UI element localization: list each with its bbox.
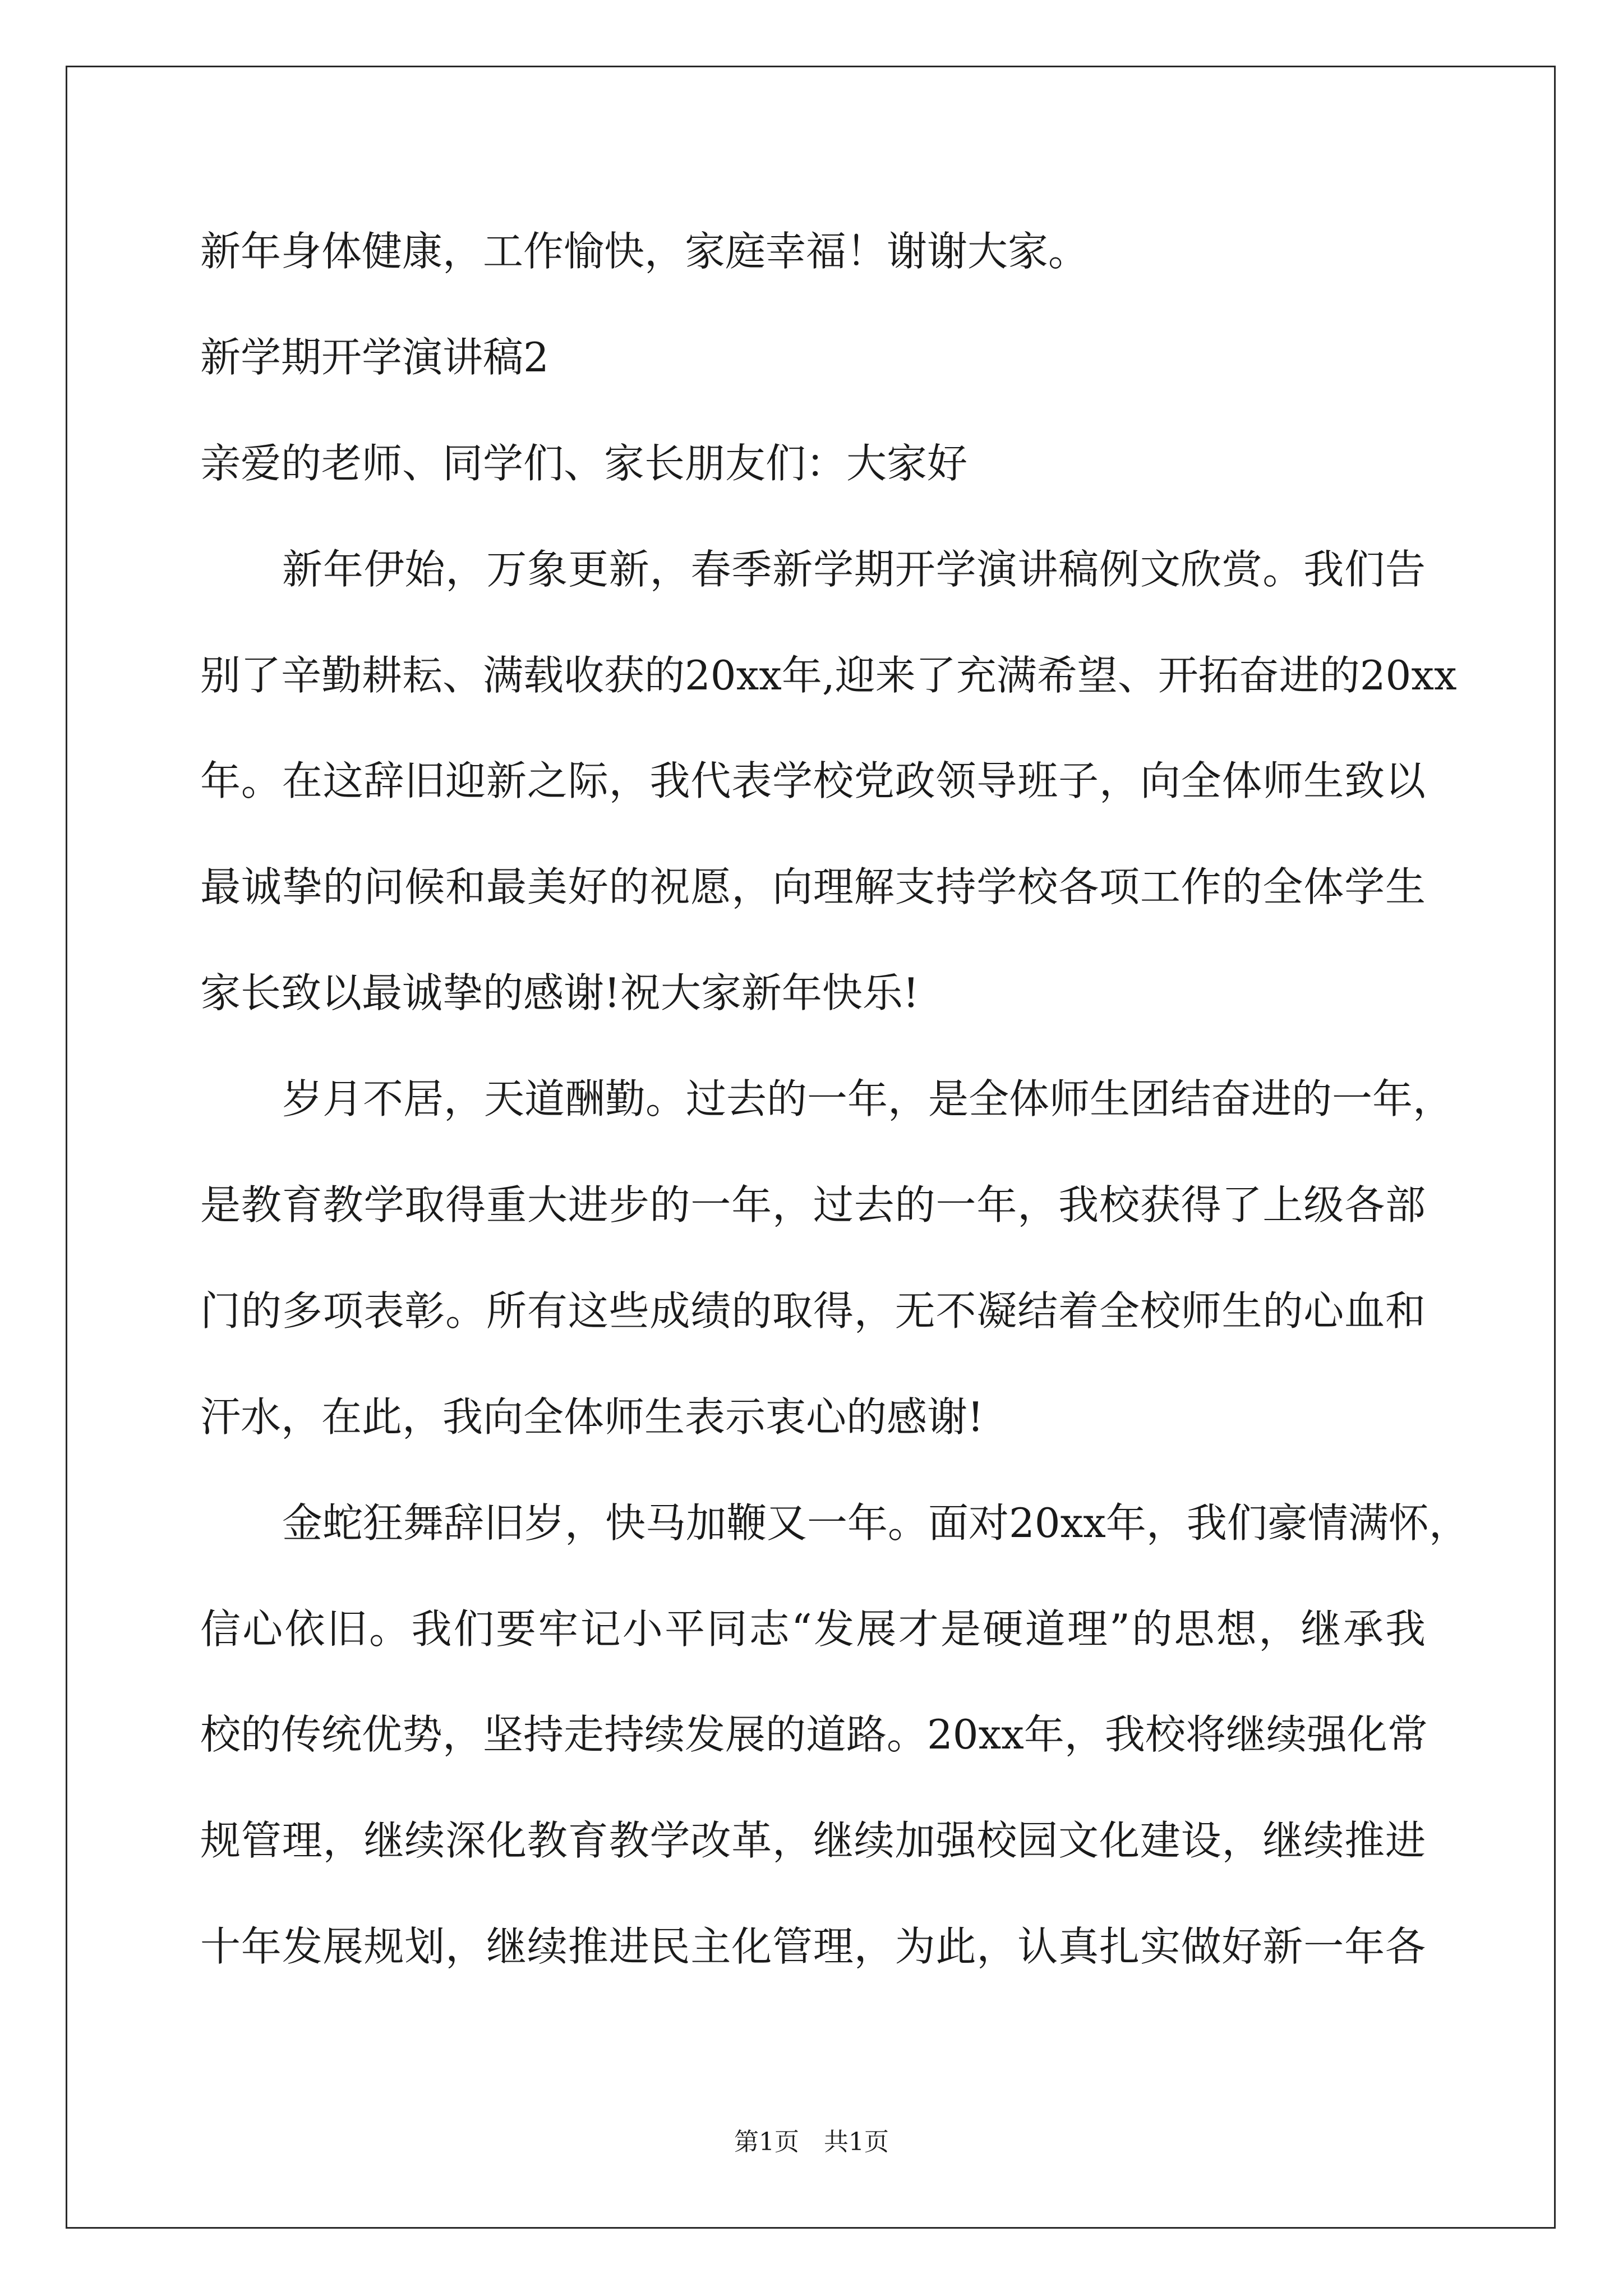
salutation: 亲爱的老师、同学们、家长朋友们：大家好 xyxy=(200,439,968,487)
document-body xyxy=(200,199,1469,2000)
paragraph-line: 金蛇狂舞辞旧岁，快马加鞭又一年。面对20xx年，我们豪情满怀， xyxy=(282,1499,1469,1547)
paragraph-line: 门的多项表彰。所有这些成绩的取得，无不凝结着全校师生的心血和 xyxy=(200,1287,1426,1335)
page-number-footer: 第1页 共1页 xyxy=(734,2128,889,2156)
paragraph-2 xyxy=(200,1046,1454,1470)
paragraph-line: 信心依旧。我们要牢记小平同志“发展才是硬道理”的思想，继承我 xyxy=(200,1605,1426,1653)
paragraph-line: 岁月不居，天道酬勤。过去的一年，是全体师生团结奋进的一年， xyxy=(282,1075,1454,1123)
previous-closing-line: 新年身体健康，工作愉快，家庭幸福！谢谢大家。 xyxy=(200,228,1089,275)
speech-title: 新学期开学演讲稿2 xyxy=(200,333,549,381)
paragraph-line: 年。在这辞旧迎新之际，我代表学校党政领导班子，向全体师生致以 xyxy=(200,757,1426,805)
paragraph-line: 是教育教学取得重大进步的一年，过去的一年，我校获得了上级各部 xyxy=(200,1181,1426,1229)
paragraph-line: 规管理，继续深化教育教学改革，继续加强校园文化建设，继续推进 xyxy=(200,1817,1426,1865)
paragraph-1 xyxy=(200,517,1457,1046)
paragraph-line: 最诚挚的问候和最美好的祝愿，向理解支持学校各项工作的全体学生 xyxy=(200,863,1426,911)
paragraph-line: 家长致以最诚挚的感谢!祝大家新年快乐! xyxy=(200,969,919,1017)
paragraph-line: 十年发展规划，继续推进民主化管理，为此，认真扎实做好新一年各 xyxy=(200,1923,1426,1971)
paragraph-line: 新年伊始，万象更新，春季新学期开学演讲稿例文欣赏。我们告 xyxy=(282,545,1426,593)
paragraph-line: 别了辛勤耕耘、满载收获的20xx年,迎来了充满希望、开拓奋进的20xx xyxy=(200,651,1457,699)
paragraph-line: 校的传统优势，坚持走持续发展的道路。20xx年，我校将继续强化常 xyxy=(200,1711,1428,1759)
paragraph-line: 汗水，在此，我向全体师生表示衷心的感谢! xyxy=(200,1393,984,1441)
paragraph-3 xyxy=(200,1470,1469,2000)
